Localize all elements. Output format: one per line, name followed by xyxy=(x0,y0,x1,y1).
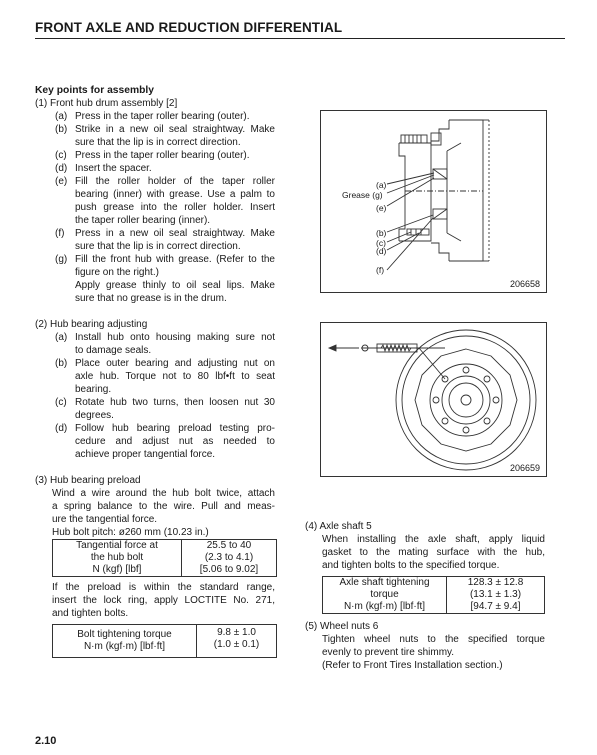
section-title: (3) Hub bearing preload xyxy=(35,475,141,486)
list-item: (b) Strike in a new oil seal straightway. Make xyxy=(55,124,275,135)
section-hub-bearing-preload: (3) Hub bearing preload Wind a wire around the hub bolt twice, attach a spring balance to the wire. Pull and meas- ure the tangential force. Hub bolt pitch: ø260 mm (10.23 in.) Tangential force at the hub bolt N (kgf) [lbf] 25.5 to 40 (2.3 to 4.1) [5.06 to 9.02] If the preload is within the standard range, insert the lock ring, apply LOCTITE No. 271, and tighten bolts. Bolt tightening torque N·m (kgf·m) [lbf·ft] 9.8 ± 1.0 (1.0 ± 0.1) xyxy=(35,474,275,658)
spec-label-cell: Bolt tightening torque N·m (kgf·m) [lbf·ft] xyxy=(53,625,197,658)
wheel-drawing xyxy=(321,323,546,476)
table-row xyxy=(53,540,277,577)
spec-value-cell: 25.5 to 40 (2.3 to 4.1) [5.06 to 9.02] xyxy=(182,540,277,577)
callout-f: (f) xyxy=(376,265,385,275)
table-row xyxy=(53,625,277,658)
hub-cross-section-figure xyxy=(320,110,547,293)
bolt-torque-table xyxy=(52,624,277,658)
list-item: (a) Install hub onto housing making sure not xyxy=(55,332,275,343)
list-item: (c) Press in the taper roller bearing (outer). xyxy=(55,150,250,161)
spec-value-cell: 128.3 ± 12.8 (13.1 ± 1.3) [94.7 ± 9.4] xyxy=(447,577,545,614)
axle-torque-table xyxy=(322,576,545,614)
spec-label-cell: Tangential force at the hub bolt N (kgf) [lbf] xyxy=(53,540,182,577)
section-wheel-nuts: (5) Wheel nuts 6 Tighten wheel nuts to the specified torque evenly to prevent tire shimmy. (Refer to Front Tires Installation section.) xyxy=(305,621,545,671)
section-title: (5) Wheel nuts 6 xyxy=(305,621,379,632)
page-header xyxy=(35,20,565,39)
spec-value-cell: 9.8 ± 1.0 (1.0 ± 0.1) xyxy=(197,625,277,658)
header-divider xyxy=(35,38,565,39)
list-item: (c) Rotate hub two turns, then loosen nut 30 xyxy=(55,397,275,408)
section-title: (1) Front hub drum assembly [2] xyxy=(35,98,178,109)
section-title: (2) Hub bearing adjusting xyxy=(35,319,148,330)
section-axle-shaft: (4) Axle shaft 5 When installing the axle shaft, apply liquid gasket to the mating surface with the hub, and tighten bolts to the specified torque. Axle shaft tightening torque N·m (kgf·m) [lbf·ft] 128.3 ± 12.8 (13.1 ± 1.3) [94.7 ± 9.4] xyxy=(305,521,545,612)
tangential-force-table xyxy=(52,539,277,577)
callout-grease: Grease (g) xyxy=(342,190,383,200)
callout-b: (b) xyxy=(376,228,387,238)
list-item: (g) Fill the front hub with grease. (Refer to the xyxy=(55,254,275,265)
right-column xyxy=(305,520,545,672)
section-title: (4) Axle shaft 5 xyxy=(305,521,372,532)
hub-preload-figure xyxy=(320,322,547,477)
section-front-hub-drum: (1) Front hub drum assembly [2] (a) Press in the taper roller bearing (outer). (b) Strike in a new oil seal straightway. Make sure that the lip is in correct direction. (c) Press in the taper roller bearing (outer). (d) Insert the spacer. (e) Fill the roller holder of the taper roller bearing (inner) with grease. Use a palm to push grease into the roller holder. Insert the taper roller bearing (inner). (f) Press in a new oil seal straightway. Make sure that the lip is in correct direction. (g) Fill the front hub with grease. (Refer to the figure on the right.) Apply grease thinly to oil seal lips. Make sure that no grease is in the drum. xyxy=(35,98,275,304)
figure-number: 206658 xyxy=(509,279,540,289)
callout-c: (c) xyxy=(376,238,386,248)
callout-e: (e) xyxy=(376,203,387,213)
page-title: FRONT AXLE AND REDUCTION DIFFERENTIAL xyxy=(35,20,343,35)
spec-label-cell: Axle shaft tightening torque N·m (kgf·m) [lbf·ft] xyxy=(323,577,447,614)
key-points-heading: Key points for assembly xyxy=(35,85,155,96)
figure-number: 206659 xyxy=(509,463,540,473)
list-item: (b) Place outer bearing and adjusting nut on xyxy=(55,358,275,369)
section-hub-bearing-adjusting: (2) Hub bearing adjusting (a) Install hub onto housing making sure not to damage seals. (b) Place outer bearing and adjusting nut on axle hub. Torque not to 80 lbf•ft to seat bearing. (c) Rotate hub two turns, then loosen nut 30 degrees. (d) Follow hub bearing preload testing pro- cedure and adjust nut as needed to achieve proper tangential force. xyxy=(35,319,275,460)
list-item: (a) Press in the taper roller bearing (outer). xyxy=(55,111,250,122)
page-number: 2.10 xyxy=(35,735,57,747)
left-column xyxy=(35,84,275,658)
list-item: (d) Insert the spacer. xyxy=(55,163,152,174)
callout-d: (d) xyxy=(376,246,387,256)
callout-a: (a) xyxy=(376,180,387,190)
list-item: (e) Fill the roller holder of the taper roller xyxy=(55,176,275,187)
list-item: (f) Press in a new oil seal straightway. Make xyxy=(55,228,275,239)
hub-drum-drawing xyxy=(321,111,546,292)
list-item: (d) Follow hub bearing preload testing pro- xyxy=(55,423,275,434)
table-row xyxy=(323,577,545,614)
